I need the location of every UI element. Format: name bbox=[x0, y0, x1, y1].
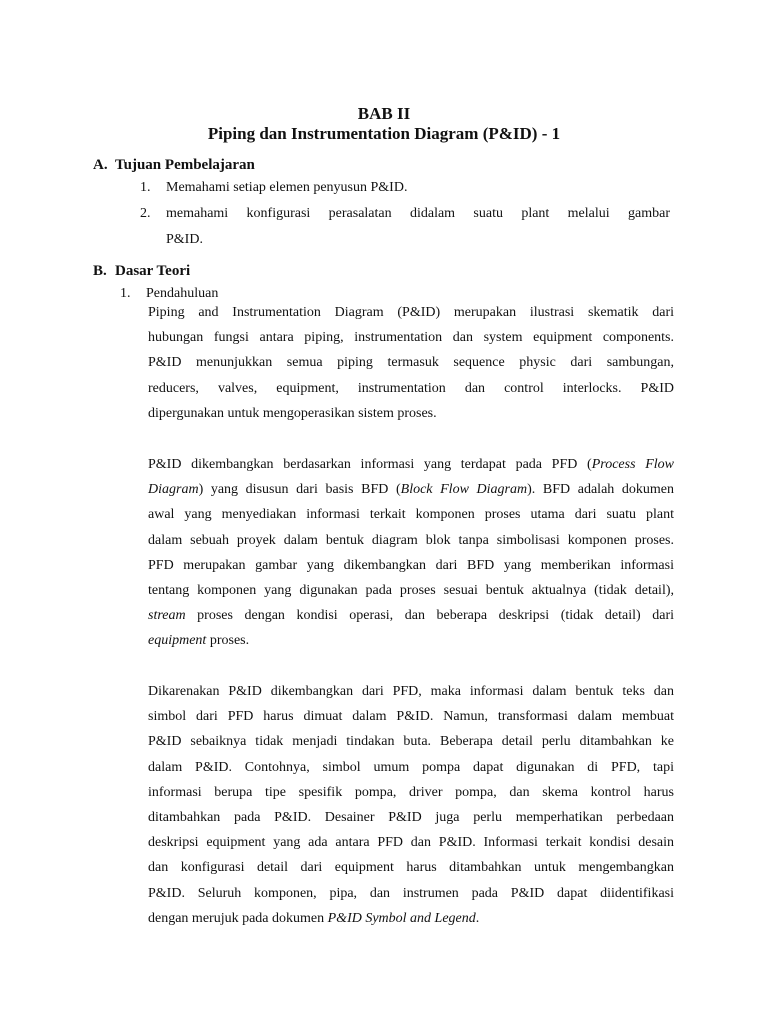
paragraph-line: P&ID sebaiknya tidak menjadi tindakan buta. Beberapa detail perlu ditambahkan ke bbox=[148, 734, 674, 750]
text-run: ) yang disusun dari basis BFD ( bbox=[198, 482, 401, 498]
paragraph-line: hubungan fungsi antara piping, instrumentation dan system equipment components. bbox=[148, 330, 674, 346]
paragraph-line: awal yang menyediakan informasi terkait komponen proses utama dari suatu plant bbox=[148, 507, 674, 523]
list-item bbox=[140, 175, 680, 201]
paragraph-line bbox=[148, 452, 674, 477]
italic-term: stream bbox=[148, 608, 186, 624]
paragraph-line: deskripsi equipment yang ada antara PFD dan P&ID. Informasi terkait kondisi desain bbox=[148, 835, 674, 851]
list-item-number: 1. bbox=[140, 180, 151, 195]
paragraph-line: simbol dari PFD harus dimuat dalam P&ID. Namun, transformasi dalam membuat bbox=[148, 709, 674, 725]
section-b-heading bbox=[93, 262, 190, 280]
chapter-title: Piping dan Instrumentation Diagram (P&ID) - 1 bbox=[207, 124, 561, 143]
section-a-title: Tujuan Pembelajaran bbox=[115, 157, 255, 173]
paragraph-line: dipergunakan untuk mengoperasikan sistem proses. bbox=[148, 405, 437, 421]
paragraph-line: reducers, valves, equipment, instrumentation dan control interlocks. P&ID bbox=[148, 380, 674, 396]
text-run: proses dengan kondisi operasi, dan beberapa deskripsi (tidak detail) dari bbox=[185, 608, 674, 624]
list-item-number: 2. bbox=[140, 206, 151, 221]
paragraph-line bbox=[148, 906, 674, 931]
text-run: proses. bbox=[206, 633, 250, 649]
paragraph-line bbox=[148, 603, 674, 628]
list-item-text: Memahami setiap elemen penyusun P&ID. bbox=[166, 180, 408, 195]
section-a-marker: A. bbox=[93, 157, 108, 173]
paragraph-pfd bbox=[148, 452, 674, 654]
paragraph-line: dalam P&ID. Contohnya, simbol umum pompa dapat digunakan di PFD, tapi bbox=[148, 759, 674, 775]
subsection-title: Pendahuluan bbox=[146, 286, 219, 301]
paragraph-line: Piping and Instrumentation Diagram (P&ID) merupakan ilustrasi skematik dari bbox=[148, 305, 674, 320]
paragraph-transformation bbox=[148, 679, 674, 931]
paragraph-line bbox=[148, 477, 674, 502]
list-item-text: memahami konfigurasi perasalatan didalam suatu plant melalui gambar bbox=[166, 206, 670, 221]
paragraph-line: PFD merupakan gambar yang dikembangkan dari BFD yang memberikan informasi bbox=[148, 557, 674, 573]
paragraph-line: P&ID menunjukkan semua piping termasuk sequence physic dari sambungan, bbox=[148, 355, 674, 371]
paragraph-line: ditambahkan pada P&ID. Desainer P&ID juga perlu memperhatikan perbedaan bbox=[148, 809, 674, 825]
paragraph-line: dalam sebuah proyek dalam bentuk diagram blok tanpa simbolisasi komponen proses. bbox=[148, 532, 674, 548]
text-run: ). BFD adalah dokumen bbox=[527, 482, 675, 498]
paragraph-intro bbox=[148, 300, 674, 426]
paragraph-line bbox=[148, 628, 674, 653]
italic-term: Diagram bbox=[148, 482, 199, 498]
chapter-number: BAB II bbox=[357, 104, 411, 123]
list-item bbox=[140, 201, 680, 253]
paragraph-line: Dikarenakan P&ID dikembangkan dari PFD, maka informasi dalam bentuk teks dan bbox=[148, 684, 674, 699]
paragraph-line: dan konfigurasi detail dari equipment harus ditambahkan untuk mengembangkan bbox=[148, 860, 674, 876]
text-run: . bbox=[475, 910, 480, 926]
italic-term: P&ID Symbol and Legend bbox=[327, 910, 476, 926]
section-b-marker: B. bbox=[93, 263, 107, 279]
section-a-heading bbox=[93, 156, 255, 174]
italic-term: Process Flow bbox=[591, 457, 674, 472]
paragraph-line: tentang komponen yang digunakan pada proses sesuai bentuk aktualnya (tidak detail), bbox=[148, 582, 674, 598]
subsection-number: 1. bbox=[120, 286, 131, 301]
italic-term: equipment bbox=[148, 633, 207, 649]
paragraph-line: P&ID. Seluruh komponen, pipa, dan instrumen pada P&ID dapat diidentifikasi bbox=[148, 885, 674, 901]
paragraph-line: informasi berupa tipe spesifik pompa, driver pompa, dan skema kontrol harus bbox=[148, 784, 674, 800]
text-run: dengan merujuk pada dokumen bbox=[148, 910, 328, 926]
text-run: P&ID dikembangkan berdasarkan informasi yang terdapat pada PFD ( bbox=[148, 457, 592, 472]
section-b-title: Dasar Teori bbox=[115, 263, 191, 279]
list-item-text-continued: P&ID. bbox=[166, 232, 203, 247]
italic-term: Block Flow Diagram bbox=[400, 482, 528, 498]
